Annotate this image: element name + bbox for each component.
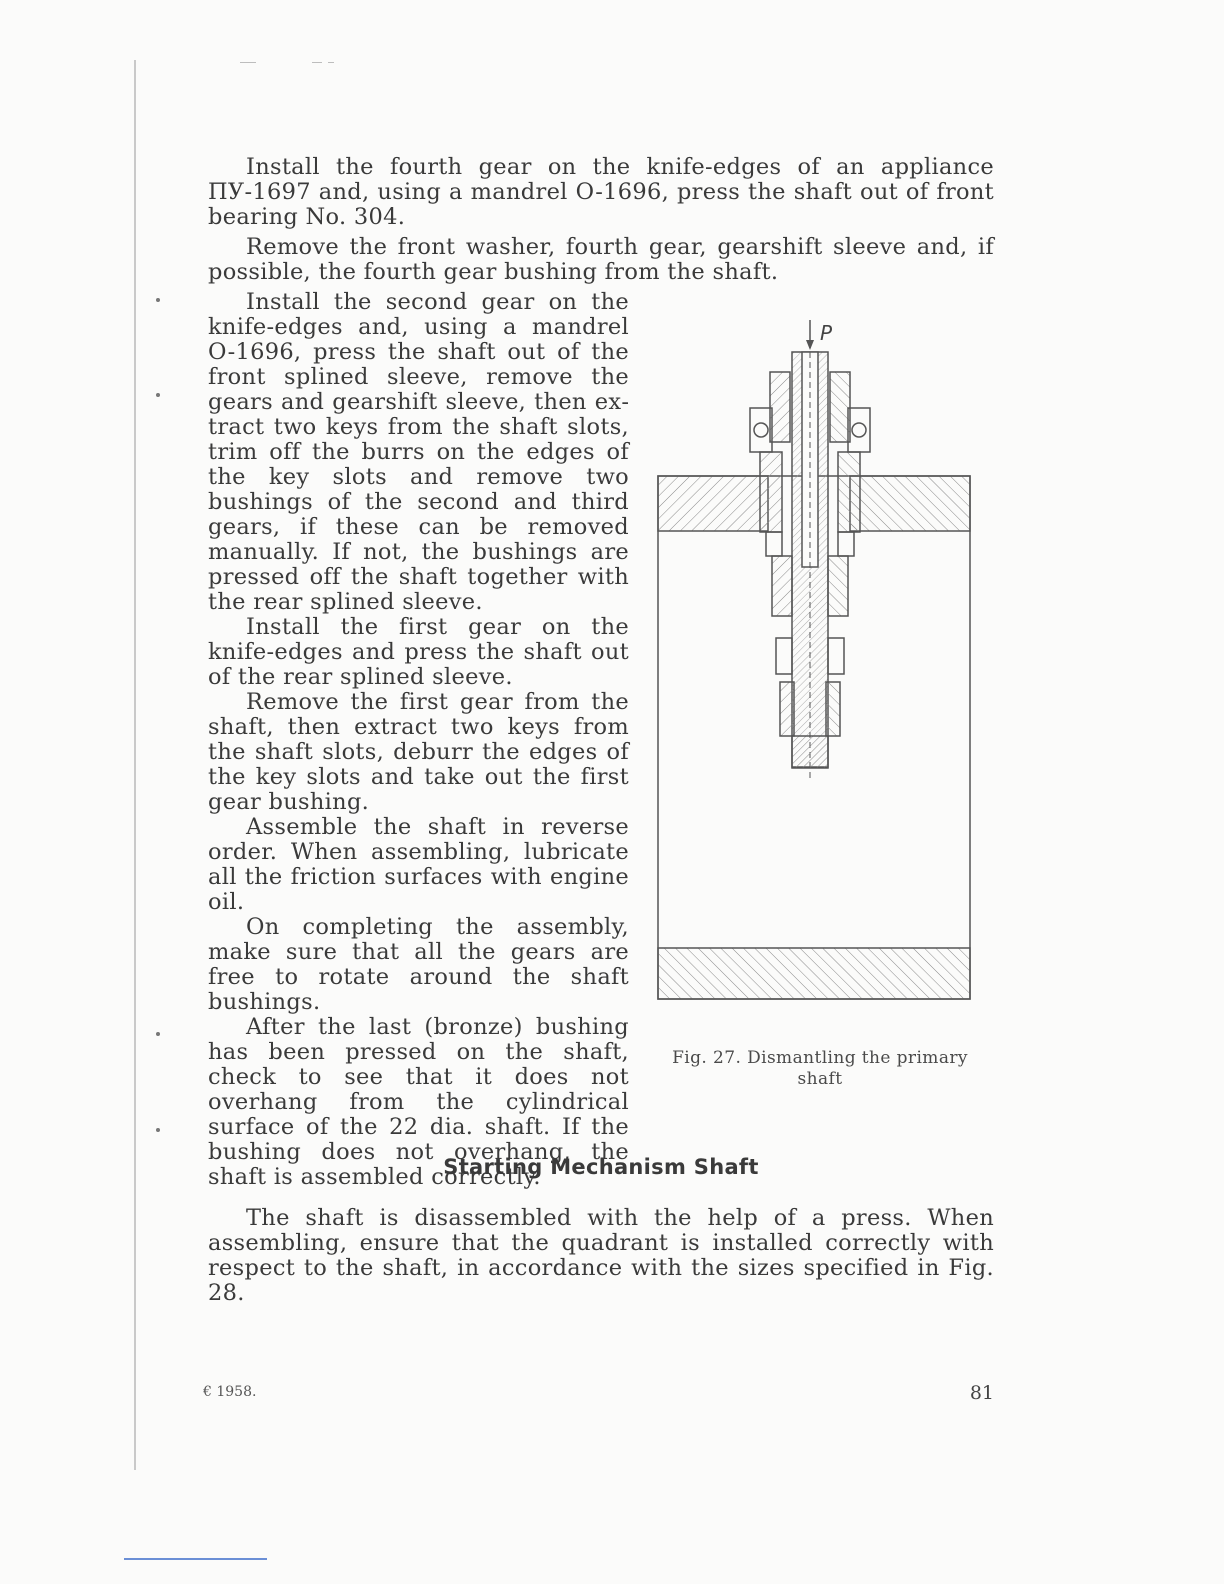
binding-margin-line bbox=[134, 60, 136, 1470]
paragraph-text: The shaft is disassembled with the help of a press. When assembling, ensure that the quadrant is installed correctly with respect to the shaft, in accordance with the sizes specified in Fig. 28. bbox=[208, 1205, 994, 1306]
scan-dot bbox=[156, 393, 160, 397]
column-paragraph: After the last (bronze) bushing has been pressed on the shaft, check to see that it does not overhang from the cylindrical surface of the 22 dia. shaft. If the bushing does not overhang, the shaft is assembled correctly. bbox=[208, 1014, 629, 1190]
scan-dot bbox=[156, 1128, 160, 1132]
column-paragraph: On completing the assembly, make sure that all the gears are free to rotate around the shaft bushings. bbox=[208, 914, 629, 1015]
right-support-plate bbox=[850, 476, 970, 531]
figure-27-shaft-press bbox=[650, 312, 980, 1012]
scan-dot bbox=[156, 1032, 160, 1036]
column-paragraph: Install the second gear on the knife-edges and, using a mandrel O-1696, press the shaft out of the front splined sleeve, remove the gears and gearshift sleeve, then extract two keys from the shaft slots, trim off the burrs on the edges of the key slots and remove two bushings of the second and third gears, if these can be removed manually. If not, the bushings are pressed off the shaft together with the rear splined sleeve. bbox=[208, 289, 629, 615]
scan-dot bbox=[156, 298, 160, 302]
figure-caption: Fig. 27. Dismantling the primary shaft bbox=[672, 1048, 968, 1089]
paragraph-text: Install the fourth gear on the knife-edges of an appliance ПУ-1697 and, using a mandrel O-1696, press the shaft out of front bearing No. 304. bbox=[208, 154, 994, 230]
scan-marks bbox=[240, 62, 340, 66]
bottom-rule bbox=[124, 1558, 267, 1560]
text-column bbox=[208, 290, 629, 1190]
force-label: P bbox=[820, 321, 833, 345]
section-heading: Starting Mechanism Shaft bbox=[443, 1155, 759, 1179]
paragraph-starting-mechanism bbox=[208, 1206, 994, 1306]
column-paragraph: Assemble the shaft in reverse order. When assembling, lubricate all the friction surfaces with engine oil. bbox=[208, 814, 629, 915]
left-support-plate bbox=[658, 476, 768, 531]
base-plate bbox=[658, 948, 970, 999]
page-number: 81 bbox=[969, 1382, 994, 1404]
column-paragraph: Install the first gear on the knife-edges and press the shaft out of the rear splined sleeve. bbox=[208, 614, 629, 690]
paragraph-remove-washer bbox=[208, 235, 994, 285]
paragraph-text: Remove the front washer, fourth gear, gearshift sleeve and, if possible, the fourth gear bushing from the shaft. bbox=[208, 234, 994, 285]
shaft-press-diagram bbox=[650, 312, 980, 1012]
column-paragraph: Remove the first gear from the shaft, then extract two keys from the shaft slots, deburr the edges of the key slots and take out the first gear bushing. bbox=[208, 689, 629, 815]
print-mark: € 1958. bbox=[203, 1384, 257, 1400]
paragraph-intro bbox=[208, 155, 994, 230]
